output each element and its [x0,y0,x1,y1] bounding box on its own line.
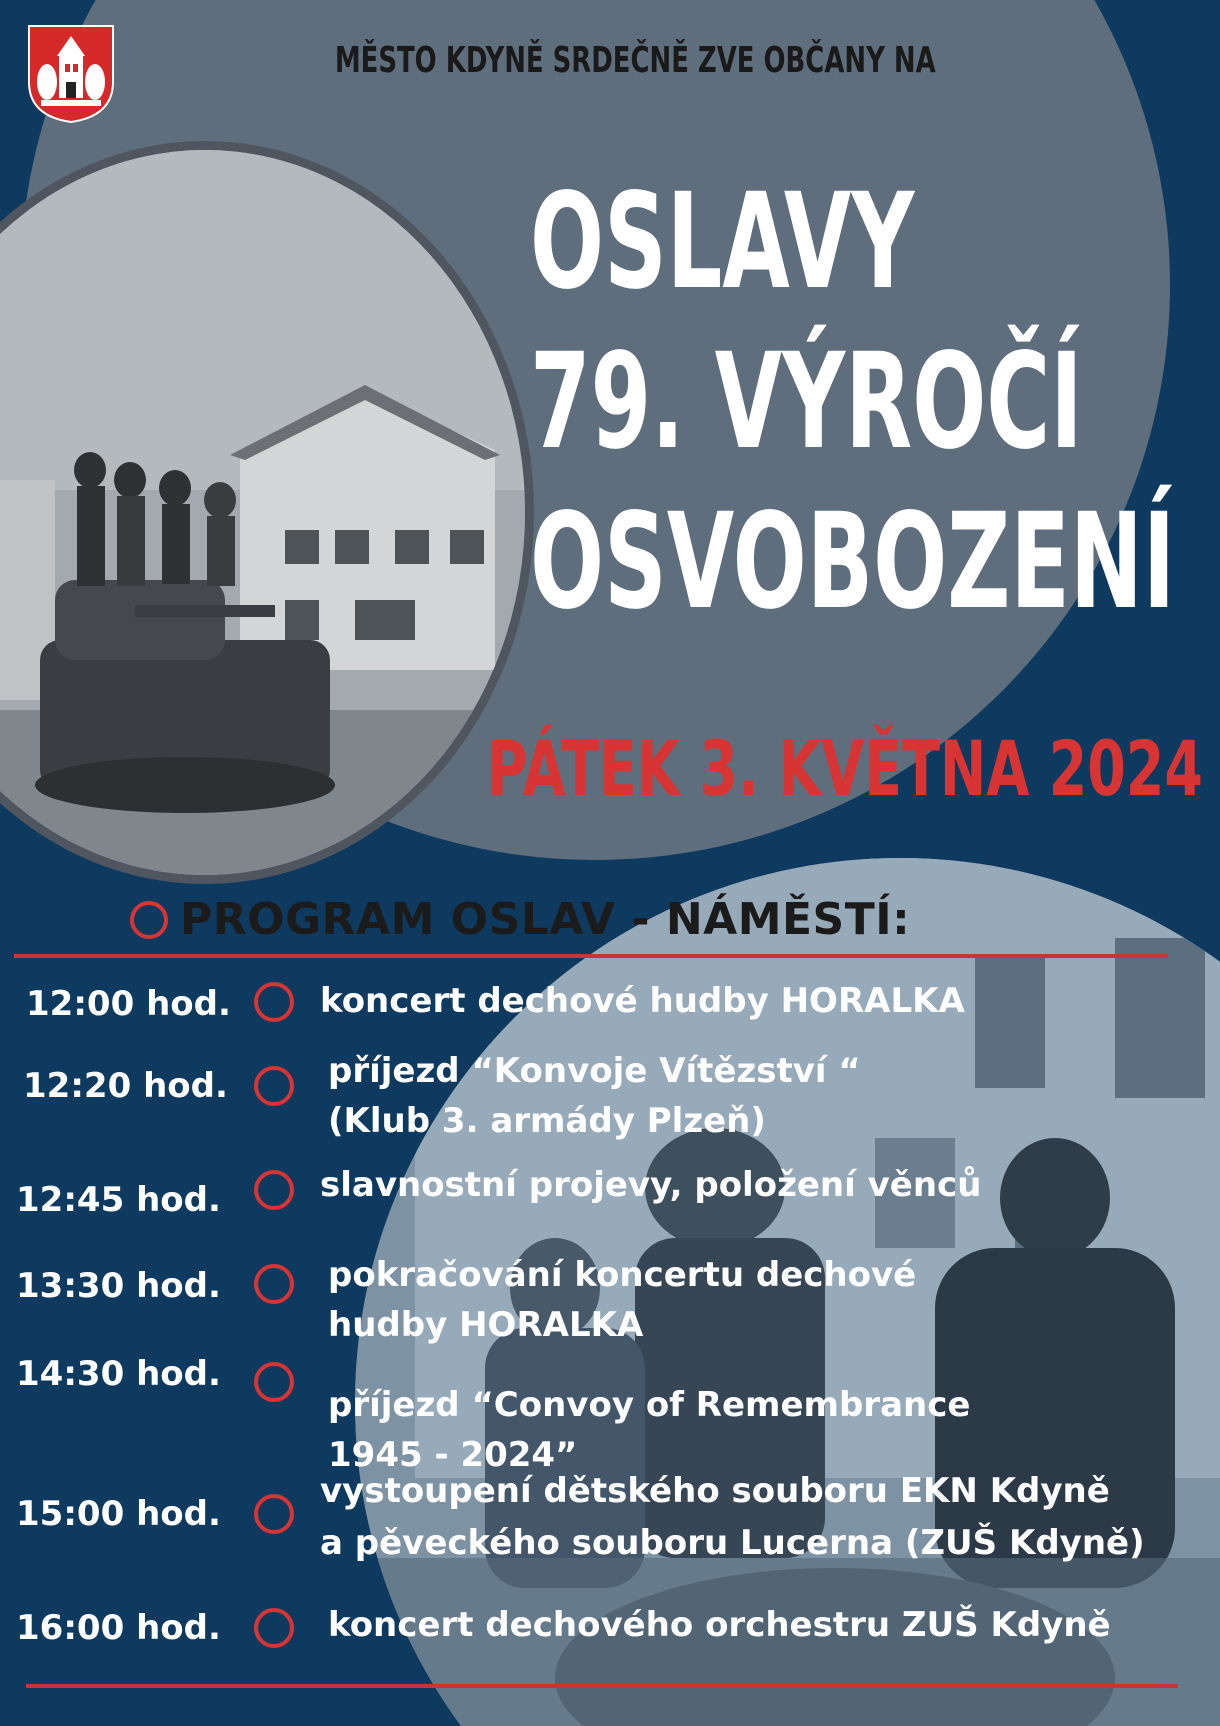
schedule-row [0,1255,1220,1346]
schedule-description-cont: (Klub 3. armády Plzeň) [328,1101,766,1141]
top-divider [14,954,1168,958]
schedule-time: 14:30 hod. [16,1354,221,1394]
ring-bullet-icon [254,1494,294,1534]
schedule-description-cont: hudby HORALKA [328,1305,644,1345]
schedule-time: 15:00 hod. [16,1494,221,1534]
ring-bullet-icon [254,1066,294,1106]
title-line-3: OSVOBOZENÍ [530,485,1176,639]
ring-bullet-icon [254,1170,294,1210]
schedule-description: slavnostní projevy, položení věnců [320,1165,982,1205]
schedule-time: 12:00 hod. [26,984,231,1024]
schedule-time: 16:00 hod. [16,1608,221,1648]
schedule-description: příjezd “Convoy of Remembrance [328,1385,971,1425]
schedule-description-cont: a pěveckého souboru Lucerna (ZUŠ Kdyně) [320,1523,1145,1563]
program-heading-text: PROGRAM OSLAV - NÁMĚSTÍ: [180,894,911,945]
ring-bullet-icon [254,1362,294,1402]
schedule-time: 12:45 hod. [16,1180,221,1220]
schedule-time: 12:20 hod. [23,1066,228,1106]
schedule-row [0,1354,1220,1475]
schedule-row [0,1606,1220,1686]
schedule-description: vystoupení dětského souboru EKN Kdyně [320,1471,1110,1511]
ring-bullet-icon [130,901,168,939]
schedule-description: koncert dechové hudby HORALKA [320,981,965,1021]
title-line-2: 79. VÝROČÍ [530,325,1083,479]
schedule-description: příjezd “Konvoje Vítězství “ [328,1051,861,1091]
title-line-1: OSLAVY [530,165,915,319]
schedule-row [0,1051,1220,1144]
invitation-line [0,40,1220,81]
schedule-time: 13:30 hod. [16,1266,221,1306]
schedule-description-cont: 1945 - 2024” [328,1435,578,1475]
schedule-description: pokračování koncertu dechové [328,1255,917,1295]
event-date: PÁTEK 3. KVĚTNA 2024 [487,724,1204,813]
schedule-row [0,1165,1220,1260]
invitation-text: MĚSTO KDYNĚ SRDEČNĚ ZVE OBČANY NA [334,40,936,81]
program-heading [130,894,910,945]
schedule-row [0,1471,1220,1574]
ring-bullet-icon [254,1608,294,1648]
ring-bullet-icon [254,982,294,1022]
ring-bullet-icon [254,1264,294,1304]
bottom-divider [26,1684,1178,1688]
schedule-description: koncert dechového orchestru ZUŠ Kdyně [328,1605,1111,1645]
